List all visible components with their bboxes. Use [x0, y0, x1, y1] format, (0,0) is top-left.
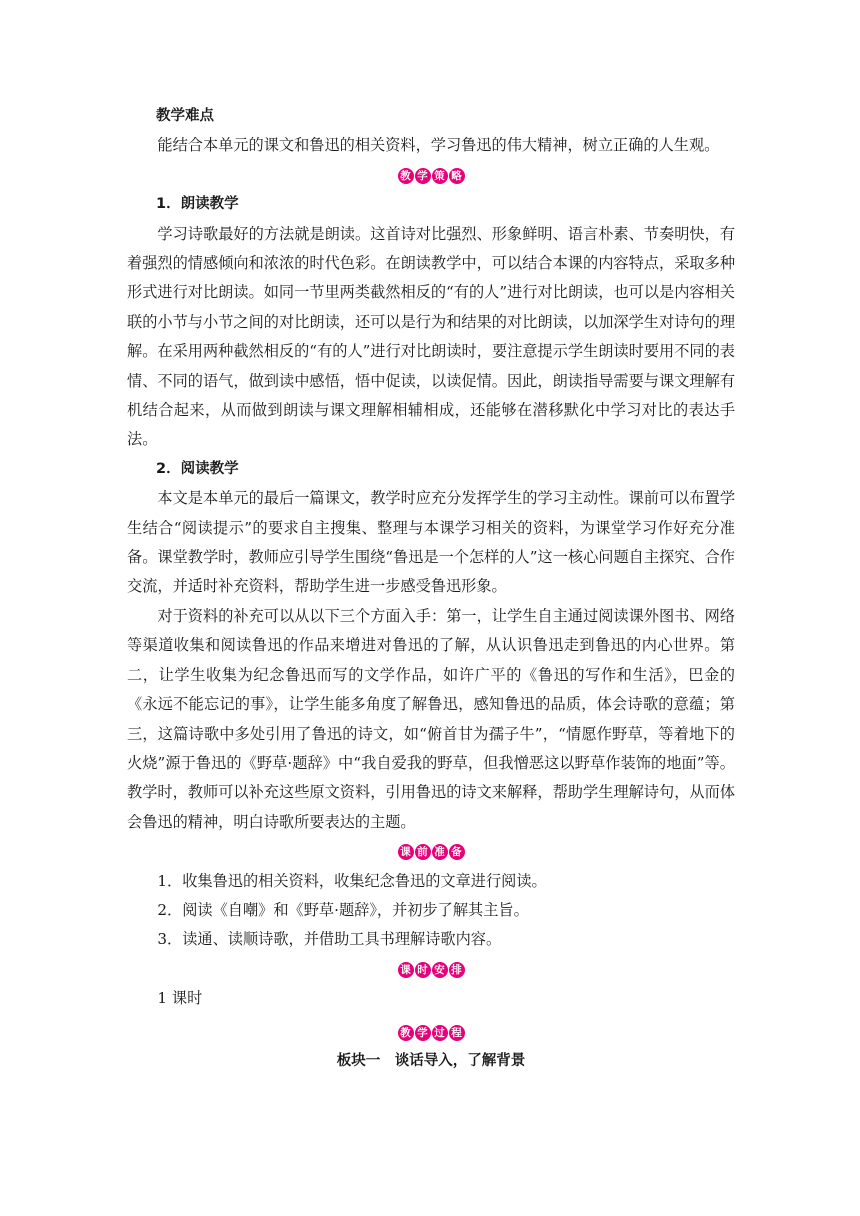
process-section-title: 板块一 谈话导入，了解背景 — [336, 1052, 526, 1069]
badge-char: 过 — [432, 1025, 448, 1041]
badge-char: 前 — [415, 844, 431, 860]
badge-char: 学 — [415, 168, 431, 184]
difficulty-heading: 教学难点 — [156, 108, 214, 124]
process-badge — [398, 1025, 465, 1041]
badge-char: 时 — [415, 962, 431, 978]
badge-char: 策 — [432, 168, 448, 184]
badge-char: 备 — [449, 844, 465, 860]
document-page — [127, 102, 735, 1076]
badge-char: 准 — [432, 844, 448, 860]
badge-char: 课 — [398, 844, 414, 860]
preparation-item: 2．阅读《自嘲》和《野草·题辞》，并初步了解其主旨。 — [157, 900, 529, 919]
badge-char: 程 — [449, 1025, 465, 1041]
badge-char: 学 — [415, 1025, 431, 1041]
strategy-badge — [398, 168, 465, 184]
badge-char: 教 — [398, 1025, 414, 1041]
schedule-text: 1 课时 — [157, 989, 203, 1008]
reading-heading: 2．阅读教学 — [156, 460, 239, 477]
preparation-badge — [398, 844, 465, 860]
process-badge-row — [127, 1018, 735, 1047]
schedule-badge-row — [127, 955, 735, 984]
badge-char: 排 — [449, 962, 465, 978]
reading-aloud-heading: 1．朗读教学 — [156, 196, 239, 213]
badge-char: 略 — [449, 168, 465, 184]
difficulty-text: 能结合本单元的课文和鲁迅的相关资料，学习鲁迅的伟大精神，树立正确的人生观。 — [157, 136, 720, 155]
preparation-badge-row — [127, 837, 735, 866]
badge-char: 安 — [432, 962, 448, 978]
reading-paragraph: 本文是本单元的最后一篇课文，教学时应充分发挥学生的学习主动性。课前可以布置学生结合“阅读提示”的要求自主搜集、整理与本课学习相关的资料，为课堂学习作好充分准备。课堂教学时，教师应引导学生围绕“鲁迅是一个怎样的人”这一核心问题自主探究、合作交流，并适时补充资料，帮助学生进一步感受鲁迅形象。 — [127, 489, 735, 596]
preparation-item: 1．收集鲁迅的相关资料，收集纪念鲁迅的文章进行阅读。 — [157, 871, 547, 890]
preparation-item: 3．读通、读顺诗歌，并借助工具书理解诗歌内容。 — [157, 930, 502, 949]
reading-aloud-paragraph: 学习诗歌最好的方法就是朗读。这首诗对比强烈、形象鲜明、语言朴素、节奏明快，有着强烈的情感倾向和浓浓的时代色彩。在朗读教学中，可以结合本课的内容特点，采取多种形式进行对比朗读。如同一节里两类截然相反的“有的人”进行对比朗读，也可以是内容相关联的小节与小节之间的对比朗读，还可以是行为和结果的对比朗读，以加深学生对诗句的理解。在采用两种截然相反的“有的人”进行对比朗读时，要注意提示学生朗读时要用不同的表情、不同的语气，做到读中感悟，悟中促读，以读促情。因此，朗读指导需要与课文理解有机结合起来，从而做到朗读与课文理解相辅相成，还能够在潜移默化中学习对比的表达手法。 — [127, 224, 735, 449]
schedule-badge — [398, 962, 465, 978]
reading-paragraph: 对于资料的补充可以从以下三个方面入手：第一，让学生自主通过阅读课外图书、网络等渠道收集和阅读鲁迅的作品来增进对鲁迅的了解，从认识鲁迅走到鲁迅的内心世界。第二，让学生收集为纪念鲁迅而写的文学作品，如许广平的《鲁迅的写作和生活》，巴金的《永远不能忘记的事》，让学生能多角度了解鲁迅，感知鲁迅的品质，体会诗歌的意蕴；第三，这篇诗歌中多处引用了鲁迅的诗文，如“俯首甘为孺子牛”，“情愿作野草，等着地下的火烧”源于鲁迅的《野草·题辞》中“我自爱我的野草，但我憎恶这以野草作装饰的地面”等。教学时，教师可以补充这些原文资料，引用鲁迅的诗文来解释，帮助学生理解诗句，从而体会鲁迅的精神，明白诗歌所要表达的主题。 — [127, 606, 735, 831]
badge-char: 教 — [398, 168, 414, 184]
badge-char: 课 — [398, 962, 414, 978]
strategy-badge-row — [127, 161, 735, 190]
